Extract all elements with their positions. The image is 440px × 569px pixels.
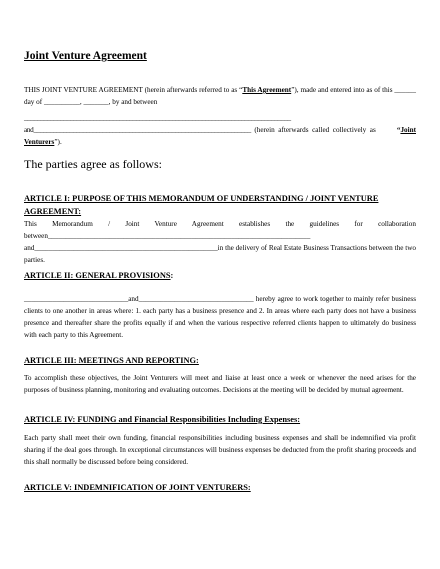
parties-agree-heading: The parties agree as follows: bbox=[24, 157, 162, 171]
article-2-heading-colon: : bbox=[170, 271, 174, 280]
joint-venturers-term: Joint Venturers bbox=[24, 126, 417, 146]
article-2-text: _____________________________and________________________________ hereby agree to work together to mainly refer business clients to one another in areas where: 1. each party has a business presence and 2. In areas where each party does not have a business presence and thereafter share the profits equally if and when the various respective referred clients happen to ultimately do business with each party to this Agreement. bbox=[24, 295, 416, 339]
article-3-heading: ARTICLE III: MEETINGS AND REPORTING: bbox=[24, 356, 199, 365]
this-agreement-term: This Agreement bbox=[242, 86, 292, 94]
parties-blank-paragraph bbox=[24, 112, 416, 148]
intro-text-1: THIS JOINT VENTURE AGREEMENT (herein afterwards referred to as “ bbox=[24, 86, 243, 94]
quote-open: “ bbox=[396, 126, 401, 134]
intro-text-3: (herein afterwards called collectively as bbox=[250, 126, 376, 134]
document-title: Joint Venture Agreement bbox=[24, 50, 147, 62]
intro-text-2: ”), made and entered into as of this ______ day of __________, _______, by and between bbox=[24, 86, 416, 106]
intro-paragraph bbox=[24, 84, 416, 108]
article-4-text: Each party shall meet their own funding, financial responsibilities including business expenses and shall be indemnified via profit sharing if the deal goes through. In exceptional circumstances will business expenses be deducted from the profit sharing proceeds and this shall normally be discussed before being considered. bbox=[24, 434, 416, 466]
party-one-blank: _________________________________________________________________________________ bbox=[24, 114, 291, 122]
article-3-text: To accomplish these objectives, the Joint Venturers will meet and liaise at least once a week or whenever the need arises for the purposes of business planning, monitoring and evaluating outcomes. Decisions at the meeting will be decided by mutual agreement. bbox=[24, 374, 416, 394]
article-1-heading: ARTICLE I: PURPOSE OF THIS MEMORANDUM OF UNDERSTANDING / JOINT VENTURE AGREEMENT: bbox=[24, 194, 379, 216]
article-5-heading: ARTICLE V: INDEMNIFICATION OF JOINT VENTURERS: bbox=[24, 483, 251, 492]
article-2-heading bbox=[24, 269, 416, 282]
article-1-text: This Memorandum / Joint Venture Agreement establishes the guidelines for collaboration between_________________________________________________________________________ and___________________________________________________in the delivery of Real Estate Business Transactions between the two parties. bbox=[24, 220, 416, 264]
party-two-blank: and__________________________________________________________________ bbox=[24, 126, 251, 134]
article-2-heading-text: ARTICLE II: GENERAL PROVISIONS bbox=[24, 271, 171, 280]
article-4-heading: ARTICLE IV: FUNDING and Financial Responsibilities Including Expenses: bbox=[24, 415, 301, 424]
quote-close: ”). bbox=[54, 138, 62, 146]
